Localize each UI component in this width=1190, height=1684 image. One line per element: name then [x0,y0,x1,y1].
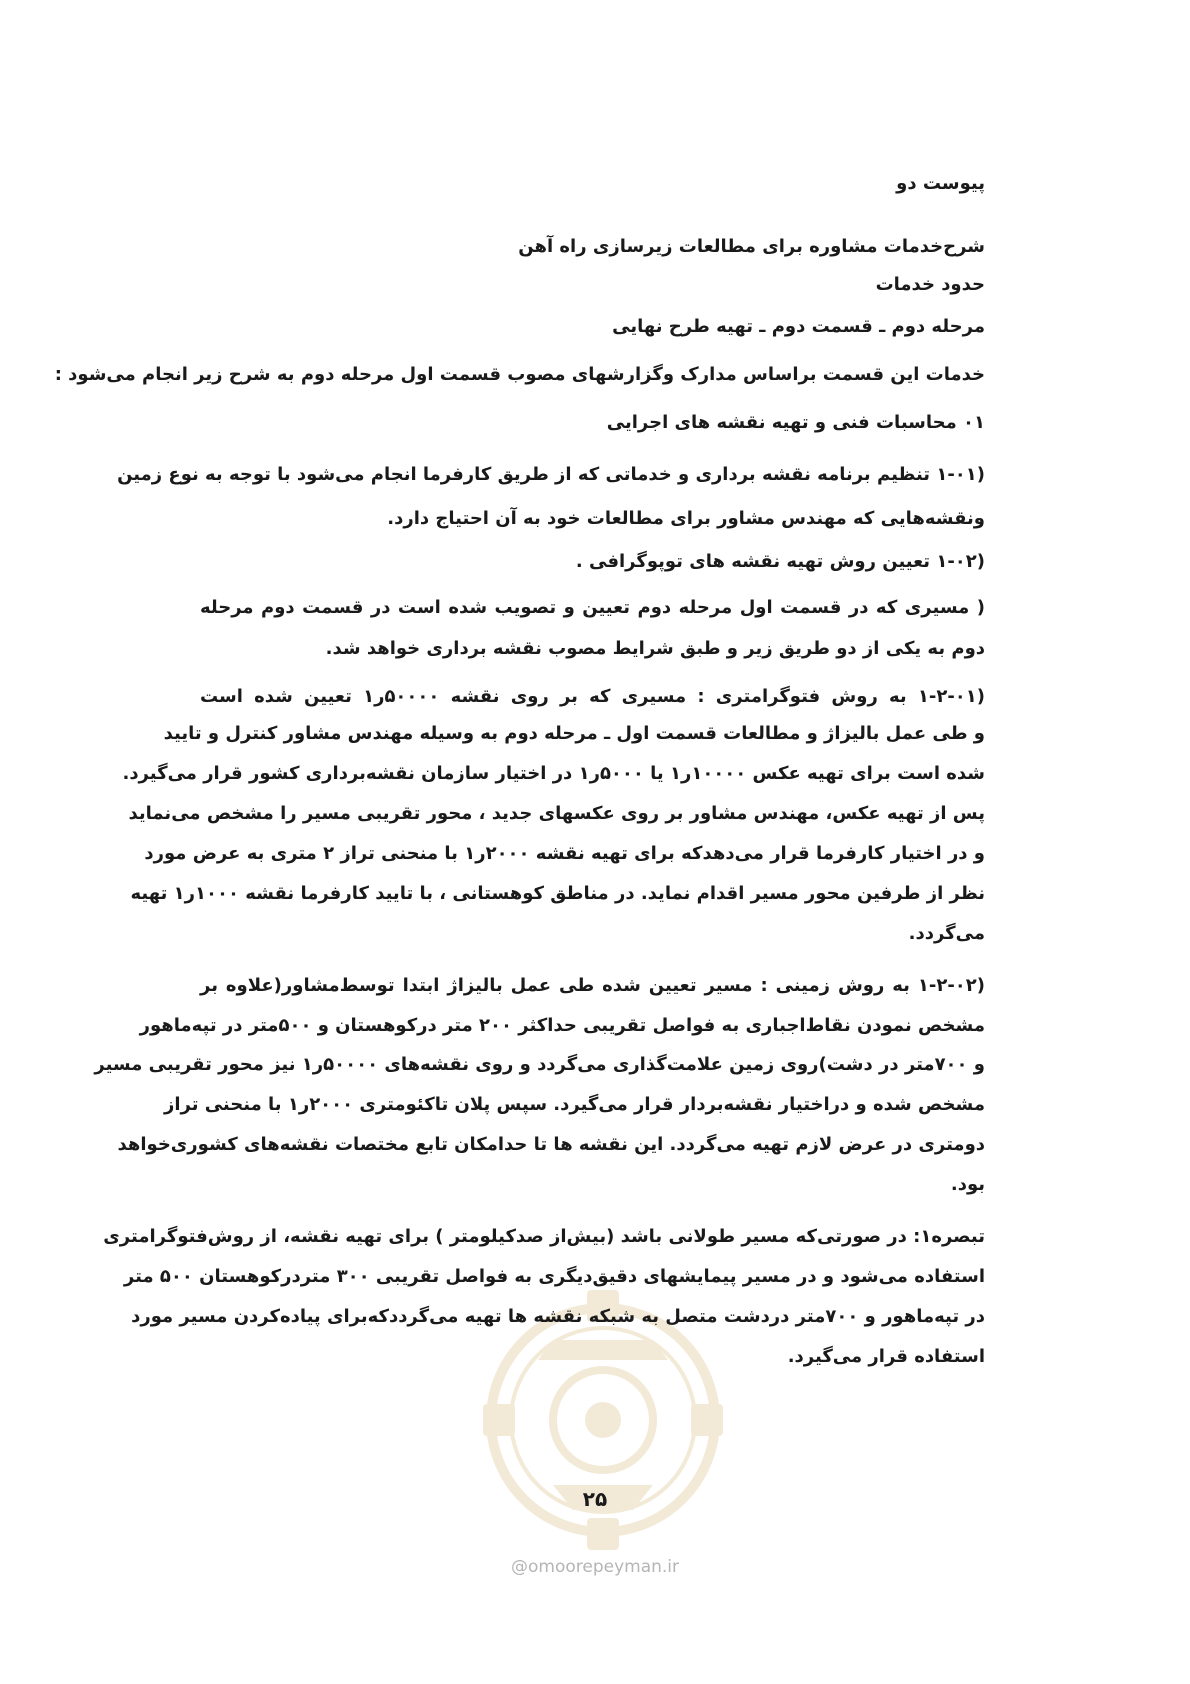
paragraph-line: (۱-۲-۰۲ به روش زمینی : مسیر تعیین شده طی عمل بالیزاژ ابتدا توسط‌مشاور(علاوه بر [200,975,985,996]
paragraph-line: نظر از طرفین محور مسیر اقدام نماید. در مناطق کوهستانی ، با تایید کارفرما نقشه ۱۰۰۰ر۱ تهیه [130,883,985,904]
paragraph-line: شده است برای تهیه عکس ۱۰۰۰۰ر۱ یا ۵۰۰۰ر۱ در اختیار سازمان نقشه‌برداری کشور قرار می‌گیرد. [122,763,985,784]
paragraph-line: پس از تهیه عکس، مهندس مشاور بر روی عکسهای جدید ، محور تقریبی مسیر را مشخص می‌نماید [128,803,985,824]
note-line: استفاده قرار می‌گیرد. [787,1346,985,1367]
paragraph-line: و ۷۰۰متر در دشت)روی زمین علامت‌گذاری می‌گردد و روی نقشه‌های ۵۰۰۰۰ر۱ نیز محور تقریبی مسیر [94,1054,985,1075]
note-line: در تپه‌ماهور و ۷۰۰متر دردشت متصل به شبکه نقشه ها تهیه می‌گرددکه‌برای پیاده‌کردن مسیر مورد [131,1306,985,1327]
main-title: شرح‌خدمات مشاوره برای مطالعات زیرسازی راه آهن [518,236,985,257]
section-heading: ۰۱ محاسبات فنی و تهیه نقشه های اجرایی [606,412,985,433]
paragraph-line: (۱-۰۱ تنظیم برنامه نقشه برداری و خدماتی که از طریق کارفرما انجام می‌شود با توجه به نوع زمین [117,464,985,485]
paragraph-line: (۱-۰۲ تعیین روش تهیه نقشه های توپوگرافی . [575,551,985,572]
page-number: ۲۵ [582,1487,608,1511]
paragraph-line: مشخص شده و دراختیار نقشه‌بردار قرار می‌گیرد. سپس پلان تاکئومتری ۲۰۰۰ر۱ با منحنی تراز [163,1094,985,1115]
paragraph-line: ونقشه‌هایی که مهندس مشاور برای مطالعات خود به آن احتیاج دارد. [387,508,985,529]
paragraph-line: دومتری در عرض لازم تهیه می‌گردد. این نقشه ها تا حدامکان تابع مختصات نقشه‌های کشوری‌خواهد [117,1134,985,1155]
watermark-url: @omoorepeyman.ir [510,1557,680,1577]
stage-title: مرحله دوم ـ قسمت دوم ـ تهیه طرح نهایی [612,316,985,337]
paragraph-line: و طی عمل بالیزاژ و مطالعات قسمت اول ـ مرحله دوم به وسیله مهندس مشاور کنترل و تایید [163,723,985,744]
paragraph-line: بود. [950,1174,985,1195]
paragraph-line: مشخص نمودن نقاط‌اجباری به فواصل تقریبی حداکثر ۲۰۰ متر درکوهستان و ۵۰۰متر در تپه‌ماهور [139,1015,985,1036]
note-line: استفاده می‌شود و در مسیر پیمایشهای دقیق‌دیگری به فواصل تقریبی ۳۰۰ متردرکوهستان ۵۰۰ متر [123,1266,985,1287]
paragraph-line: دوم به یکی از دو طریق زیر و طبق شرایط مصوب نقشه برداری خواهد شد. [325,638,985,659]
paragraph-line: (۱-۲-۰۱ به روش فتوگرامتری : مسیری که بر روی نقشه ۵۰۰۰۰ر۱ تعیین شده است [200,686,985,707]
paragraph-line: ( مسیری که در قسمت اول مرحله دوم تعیین و تصویب شده است در قسمت دوم مرحله [200,597,985,618]
note-line: تبصره۱: در صورتی‌که مسیر طولانی باشد (بیش‌از صدکیلومتر ) برای تهیه نقشه، از روش‌فتوگرامتری [103,1226,985,1247]
paragraph-line: می‌گردد. [908,923,985,944]
appendix-title: پیوست دو [896,173,985,194]
paragraph-line: و در اختیار کارفرما قرار می‌دهدکه برای تهیه نقشه ۲۰۰۰ر۱ با منحنی تراز ۲ متری به عرض مورد [144,843,985,864]
scope-title: حدود خدمات [875,274,985,295]
intro-line: خدمات این قسمت براساس مدارک وگزارشهای مصوب قسمت اول مرحله دوم به شرح زیر انجام می‌شود : [54,364,985,385]
